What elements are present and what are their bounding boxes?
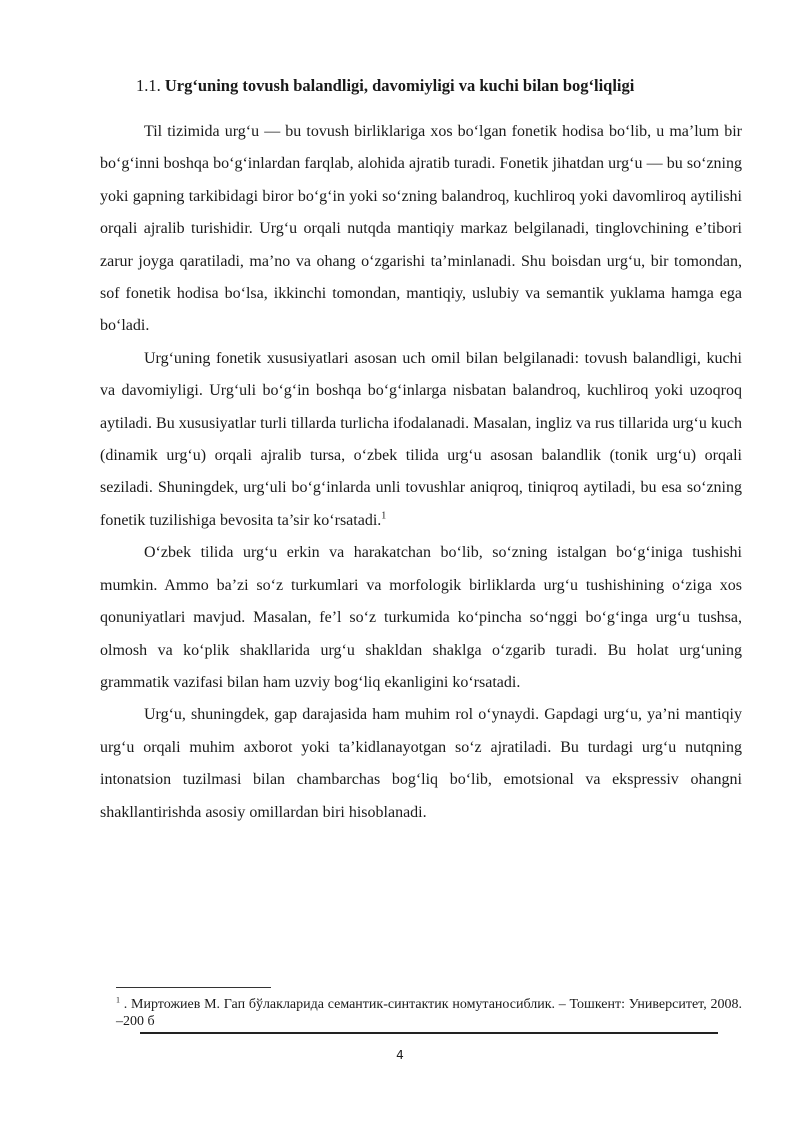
paragraph-3: O‘zbek tilida urg‘u erkin va harakatchan bo‘lib, so‘zning istalgan bo‘g‘iniga tushishi mumkin. Ammo ba’zi so‘z turkumlari va morfologik birliklarda urg‘u tushishining o‘ziga xos qonuniyatlari mavjud. Masalan, fe’l so‘z turkumida ko‘pincha so‘nggi bo‘g‘inga urg‘u tushsa, olmosh va ko‘plik shakllarida urg‘u shakldan shaklga o‘zgarib turadi. Bu holat urg‘uning grammatik vazifasi bilan ham uzviy bog‘liq ekanligini ko‘rsatadi.: [100, 544, 742, 691]
footer-rule: [140, 1032, 718, 1034]
section-heading: [136, 74, 756, 98]
footnote-text: . Миртожиев М. Гап бўлакларида семантик-синтактик номутаносиблик. – Тошкент: Университет, 2008. –200 б: [116, 997, 742, 1029]
footnote-reference[interactable]: 1: [381, 510, 387, 522]
section-number: 1.1.: [136, 76, 161, 95]
footnote-separator: [116, 987, 271, 988]
footnote: [116, 996, 742, 1030]
paragraph-4: Urg‘u, shuningdek, gap darajasida ham muhim rol o‘ynaydi. Gapdagi urg‘u, ya’ni mantiqiy urg‘u orqali muhim axborot yoki ta’kidlanayotgan so‘z ajratiladi. Bu turdagi urg‘u nutqning intonatsion tuzilmasi bilan chambarchas bog‘liq bo‘lib, emotsional va ekspressiv ohangni shakllantirishda asosiy omillardan biri hisoblanadi.: [100, 706, 742, 821]
page-number: 4: [396, 1048, 404, 1062]
section-title: Urg‘uning tovush balandligi, davomiyligi va kuchi bilan bog‘liqligi: [164, 76, 635, 95]
body-text: [100, 116, 742, 829]
paragraph-2: [100, 343, 742, 537]
footnote-mark: 1: [116, 995, 120, 1005]
paragraph-1: Til tizimida urg‘u — bu tovush birliklariga xos bo‘lgan fonetik hodisa bo‘lib, u ma’lum bir bo‘g‘inni boshqa bo‘g‘inlardan farqlab, alohida ajratib turadi. Fonetik jihatdan urg‘u — bu so‘zning yoki gapning tarkibidagi biror bo‘g‘in yoki so‘zning balandroq, kuchliroq yoki davomliroq aytilishi orqali ajralib turishidir. Urg‘u orqali nutqda mantiqiy markaz belgilanadi, tinglovchining e’tibori zarur joyga qaratiladi, ma’no va ohang o‘zgarishi ta’minlanadi. Shu boisdan urg‘u, bir tomondan, sof fonetik hodisa bo‘lsa, ikkinchi tomondan, mantiqiy, uslubiy va semantik yuklama hamga ega bo‘ladi.: [100, 123, 742, 335]
paragraph-2-text: Urg‘uning fonetik xususiyatlari asosan uch omil bilan belgilanadi: tovush balandligi, kuchi va davomiyligi. Urg‘uli bo‘g‘in boshqa bo‘g‘inlarga nisbatan balandroq, kuchliroq yoki uzoqroq aytiladi. Bu xususiyatlar turli tillarda turlicha ifodalanadi. Masalan, ingliz va rus tillarida urg‘u kuch (dinamik urg‘u) orqali ajralib tursa, o‘zbek tilida urg‘u asosan balandlik (tonik urg‘u) orqali seziladi. Shuningdek, urg‘uli bo‘g‘inlarda unli tovushlar aniqroq, tiniqroq aytiladi, bu esa so‘zning fonetik tuzilishiga bevosita ta’sir ko‘rsatadi.: [100, 349, 742, 529]
